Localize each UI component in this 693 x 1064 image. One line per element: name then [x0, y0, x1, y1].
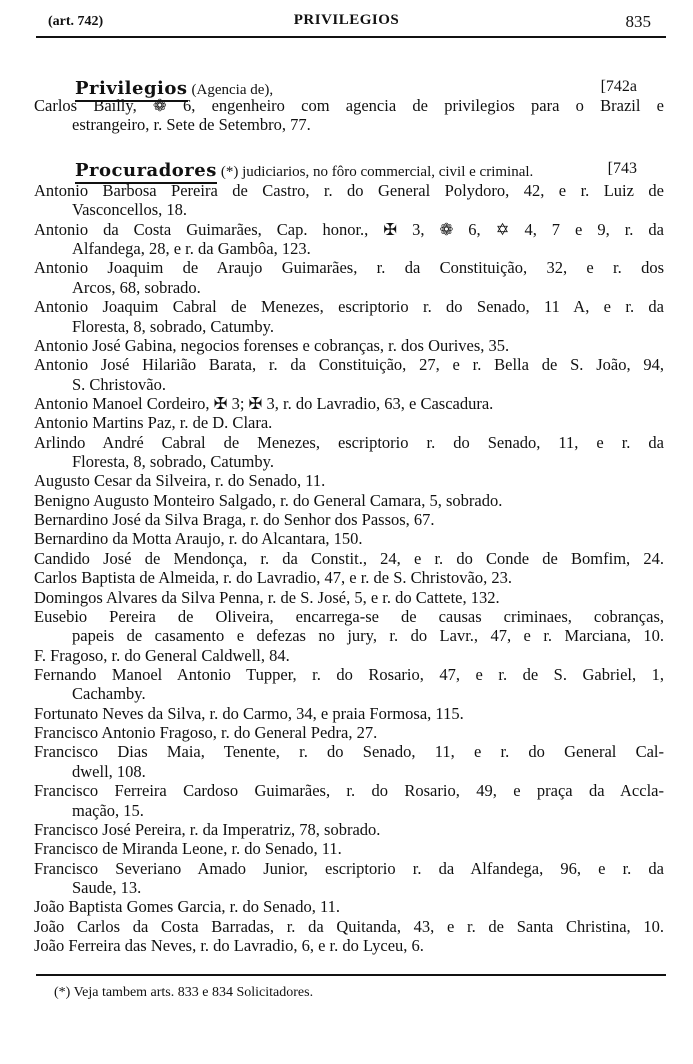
- directory-entry: [34, 181, 664, 220]
- entry-line: Francisco Dias Maia, Tenente, r. do Senado, 11, e r. do General Cal-: [34, 742, 664, 762]
- entry-line: Francisco Severiano Amado Junior, escriptorio r. da Alfandega, 96, e r. da: [34, 858, 664, 878]
- entry-line: Antonio Manoel Cordeiro, ✠ 3; ✠ 3, r. do Lavradio, 63, e Cascadura.: [34, 393, 494, 413]
- section-subtitle: (*) judiciarios, no fôro commercial, civil e criminal.: [220, 164, 534, 180]
- directory-entry: [34, 355, 664, 394]
- entry-line: Candido José de Mendonça, r. da Constit., 24, e r. do Conde de Bomfim, 24.: [34, 548, 664, 568]
- entry-line: Augusto Cesar da Silveira, r. do Senado, 11.: [34, 471, 326, 491]
- section-subtitle: (Agencia de),: [191, 82, 274, 98]
- section-title: Privilegios: [75, 78, 188, 102]
- directory-entry: [34, 394, 664, 413]
- entry-line: Antonio José Hilarião Barata, r. da Constituição, 27, e r. Bella de S. João, 94,: [34, 355, 664, 375]
- directory-entry: [34, 607, 664, 646]
- entry-line: Antonio José Gabina, negocios forenses e cobranças, r. dos Ourives, 35.: [34, 335, 510, 355]
- directory-entry: [34, 433, 664, 472]
- directory-entry: [34, 510, 664, 529]
- directory-entry: [34, 839, 664, 858]
- entry-line: Fernando Manoel Antonio Tupper, r. do Rosario, 47, e r. de S. Gabriel, 1,: [34, 664, 664, 684]
- directory-entry: [34, 529, 664, 548]
- directory-entry: [34, 568, 664, 587]
- entry-continuation-line: Vasconcellos, 18.: [72, 200, 188, 220]
- entry-list: [34, 181, 664, 955]
- running-title: PRIVILEGIOS: [293, 12, 400, 28]
- directory-entry: [34, 588, 664, 607]
- entry-line: Eusebio Pereira de Oliveira, encarrega-se de causas criminaes, cobranças,: [34, 606, 664, 626]
- entry-line: João Ferreira das Neves, r. do Lavradio, 6, e r. do Lyceu, 6.: [34, 936, 424, 956]
- directory-entry: [34, 936, 664, 955]
- entry-line: João Baptista Gomes Garcia, r. do Senado, 11.: [34, 897, 340, 917]
- section-title: Procuradores: [75, 160, 217, 184]
- entry-continuation-line: mação, 15.: [72, 800, 144, 820]
- entry-line: Francisco Ferreira Cardoso Guimarães, r. do Rosario, 49, e praça da Accla-: [34, 781, 664, 801]
- entry-line: Domingos Alvares da Silva Penna, r. de S. José, 5, e r. do Cattete, 132.: [34, 587, 500, 607]
- entry-line: F. Fragoso, r. do General Caldwell, 84.: [34, 645, 290, 665]
- entry-line: Francisco Antonio Fragoso, r. do General Pedra, 27.: [34, 723, 378, 743]
- directory-entry: [34, 897, 664, 916]
- entry-line: Antonio Joaquim de Araujo Guimarães, r. da Constituição, 32, e r. dos: [34, 258, 664, 278]
- section-heading: [75, 160, 665, 181]
- directory-entry: [34, 665, 664, 704]
- footnote-rule: [36, 974, 666, 976]
- directory-entry: [34, 491, 664, 510]
- directory-entry: [34, 781, 664, 820]
- entry-continuation-line: Floresta, 8, sobrado, Catumby.: [72, 316, 274, 336]
- entry-line: Francisco José Pereira, r. da Imperatriz, 78, sobrado.: [34, 819, 381, 839]
- article-reference: (art. 742): [48, 14, 104, 29]
- directory-entry: [34, 297, 664, 336]
- entry-list: [34, 96, 664, 135]
- directory-entry: [34, 723, 664, 742]
- entry-line: Bernardino José da Silva Braga, r. do Senhor dos Passos, 67.: [34, 510, 435, 530]
- page-number: 835: [625, 12, 651, 31]
- entry-line: Fortunato Neves da Silva, r. do Carmo, 34, e praia Formosa, 115.: [34, 703, 464, 723]
- entry-line: Carlos Bailly, ❁ 6, engenheiro com agencia de privilegios para o Brazil e: [34, 96, 664, 115]
- directory-entry: [34, 413, 664, 432]
- entry-line: João Carlos da Costa Barradas, r. da Quitanda, 43, e r. de Santa Christina, 10.: [34, 916, 664, 936]
- entry-continuation-line: Alfandega, 28, e r. da Gambôa, 123.: [72, 239, 311, 259]
- entry-line: Bernardino da Motta Araujo, r. do Alcantara, 150.: [34, 529, 363, 549]
- entry-line: Arlindo André Cabral de Menezes, escriptorio r. do Senado, 11, e r. da: [34, 432, 664, 452]
- directory-entry: [34, 336, 664, 355]
- directory-entry: [34, 820, 664, 839]
- directory-entry: [34, 220, 664, 259]
- directory-entry: [34, 471, 664, 490]
- entry-continuation-line: Saude, 13.: [72, 877, 142, 897]
- entry-continuation-line: S. Christovão.: [72, 374, 166, 394]
- entry-line: Francisco de Miranda Leone, r. do Senado, 11.: [34, 839, 342, 859]
- entry-line: Antonio Martins Paz, r. de D. Clara.: [34, 413, 273, 433]
- entry-line: Benigno Augusto Monteiro Salgado, r. do General Camara, 5, sobrado.: [34, 490, 503, 510]
- directory-entry: [34, 549, 664, 568]
- footnote: (*) Veja tambem arts. 833 e 834 Solicitadores.: [54, 985, 314, 1000]
- directory-entry: [34, 258, 664, 297]
- entry-line: Antonio da Costa Guimarães, Cap. honor., ✠ 3, ❁ 6, ✡ 4, 7 e 9, r. da: [34, 219, 664, 239]
- entry-continuation-line: Cachamby.: [72, 684, 146, 704]
- entry-line: Antonio Joaquim Cabral de Menezes, escriptorio r. do Senado, 11 A, e r. da: [34, 297, 664, 317]
- entry-continuation-line: Floresta, 8, sobrado, Catumby.: [72, 452, 274, 472]
- section-reference: [742a: [600, 78, 637, 95]
- directory-entry: [34, 646, 664, 665]
- directory-entry: [34, 96, 664, 135]
- directory-entry: [34, 859, 664, 898]
- directory-entry: [34, 704, 664, 723]
- directory-entry: [34, 742, 664, 781]
- header-rule: [36, 36, 666, 38]
- entry-continuation-line: papeis de casamento e defezas no jury, r. do Lavr., 47, e r. Marciana, 10.: [72, 626, 664, 646]
- entry-line: Antonio Barbosa Pereira de Castro, r. do General Polydoro, 42, e r. Luiz de: [34, 181, 664, 200]
- entry-continuation-line: dwell, 108.: [72, 761, 146, 781]
- entry-continuation-line: estrangeiro, r. Sete de Setembro, 77.: [72, 115, 311, 135]
- entry-line: Carlos Baptista de Almeida, r. do Lavradio, 47, e r. de S. Christovão, 23.: [34, 568, 512, 588]
- entry-continuation-line: Arcos, 68, sobrado.: [72, 277, 201, 297]
- directory-entry: [34, 917, 664, 936]
- section-reference: [743: [607, 160, 637, 177]
